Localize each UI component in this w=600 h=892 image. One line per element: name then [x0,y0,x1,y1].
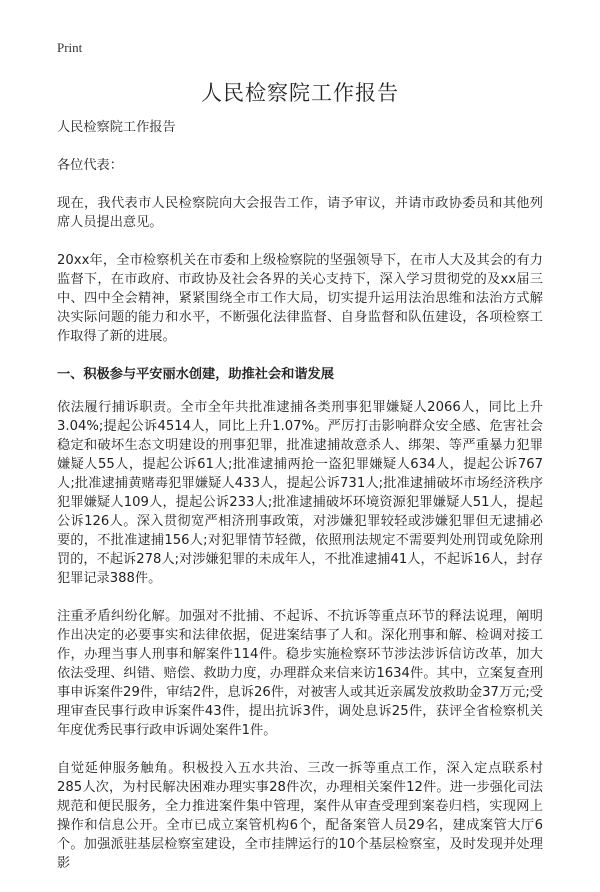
document-title: 人民检察院工作报告 [201,81,399,105]
section-heading: 一、积极参与平安丽水创建，助推社会和谐发展 [57,367,334,382]
salutation: 各位代表： [57,158,123,173]
body-paragraph-1: 依法履行捕诉职责。全市全年共批准逮捕各类刑事犯罪嫌疑人2066人，同比上升3.04%;提起公诉4514人，同比上升1.07%。严厉打击影响群众安全感、危害社会稳定和破坏生态文明建设的刑事犯罪，批准逮捕故意杀人、绑架、等严重暴力犯罪嫌疑人55人，提起公诉61人;批准逮捕两抢一盗犯罪嫌疑人634人，提起公诉767人;批准逮捕黄赌毒犯罪嫌疑人433人，提起公诉731人;批准逮捕破坏市场经济秩序犯罪嫌疑人109人，提起公诉233人;批准逮捕破坏环境资源犯罪嫌疑人51人，提起公诉126人。深入贯彻宽严相济刑事政策，对涉嫌犯罪较轻或涉嫌犯罪但无逮捕必要的，不批准逮捕156人;对犯罪情节轻微，依照刑法规定不需要判处刑罚或免除刑罚的，不起诉278人;对涉嫌犯罪的未成年人，不批准逮捕41人，不起诉16人，封存犯罪记录388件。 [57,400,543,586]
body-paragraph-2: 注重矛盾纠纷化解。加强对不批捕、不起诉、不抗诉等重点环节的释法说理，阐明作出决定的必要事实和法律依据，促进案结事了人和。深化刑事和解、检调对接工作，办理当事人刑事和解案件114件。稳步实施检察环节涉法涉诉信访改革，加大依法受理、纠错、赔偿、救助力度，办理群众来信来访1634件。其中，立案复查刑事申诉案件29件，审结2件，息诉26件，对被害人或其近亲属发放救助金37万元;受理审查民事行政申诉案件43件，提出抗诉3件，调处息诉25件，获评全省检察机关年度优秀民事行政申诉调处案件1件。 [57,609,543,738]
document-body [57,118,543,892]
document-subtitle: 人民检察院工作报告 [57,120,176,135]
summary-paragraph: 20xx年，全市检察机关在市委和上级检察院的坚强领导下，在市人大及其会的有力监督下，在市政府、市政协及社会各界的关心支持下，深入学习贯彻党的及xx届三中、四中全会精神，紧紧围绕全市工作大局，切实提升运用法治思维和法治方式解决实际问题的能力和水平，不断强化法律监督、自身监督和队伍建设，各项检察工作取得了新的进展。 [57,253,543,344]
body-paragraph-3: 自觉延伸服务触角。积极投入五水共治、三改一拆等重点工作，深入定点联系村285人次，为村民解决困难办理实事28件次，办理相关案件12件。进一步强化司法规范和便民服务，全力推进案件集中管理，案件从审查受理到案卷归档，实现网上操作和信息公开。全市已成立案管机构6个，配备案管人员29名，建成案管大厅6个。加强派驻基层检察室建设，全市挂牌运行的10个基层检察室，及时发现并处理影 [57,761,543,871]
print-label: Print [57,40,83,55]
intro-paragraph: 现在，我代表市人民检察院向大会报告工作，请予审议，并请市政协委员和其他列席人员提出意见。 [57,196,543,230]
